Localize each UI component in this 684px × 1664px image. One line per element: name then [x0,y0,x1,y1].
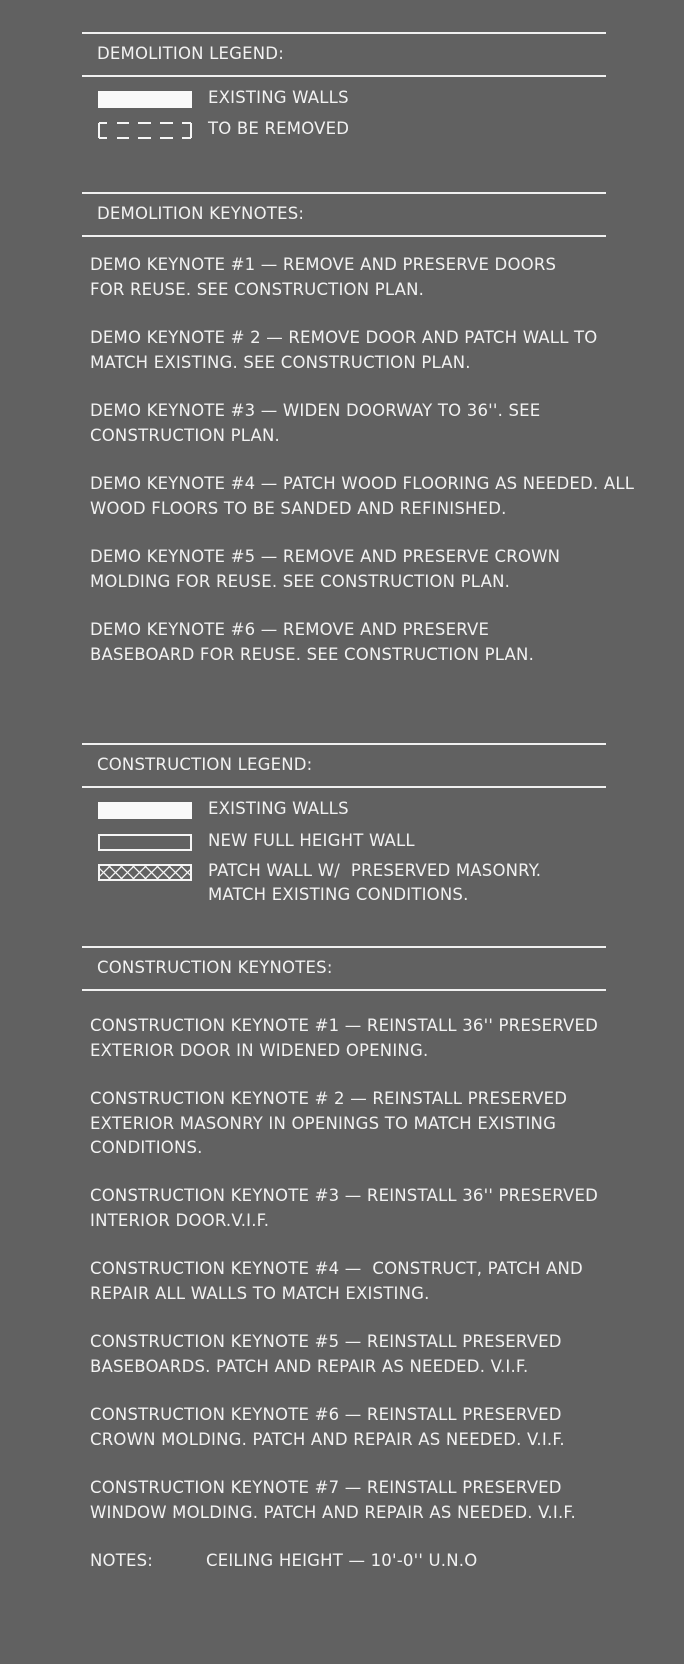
divider [82,989,606,991]
divider [82,32,606,34]
legend-label: TO BE REMOVED [208,119,350,138]
divider [82,192,606,194]
demo-keynote-1: DEMO KEYNOTE #1 — REMOVE AND PRESERVE DOORS FOR REUSE. SEE CONSTRUCTION PLAN. [90,255,557,299]
legend-label: NEW FULL HEIGHT WALL [208,831,415,850]
construction-keynote-7: CONSTRUCTION KEYNOTE #7 — REINSTALL PRESERVED WINDOW MOLDING. PATCH AND REPAIR AS NEEDED. V.I.F. [90,1478,576,1522]
demo-keynote-2: DEMO KEYNOTE # 2 — REMOVE DOOR AND PATCH WALL TO MATCH EXISTING. SEE CONSTRUCTION PLAN. [90,328,598,372]
divider [82,235,606,237]
general-notes [90,1549,477,1573]
demo-keynote-5: DEMO KEYNOTE #5 — REMOVE AND PRESERVE CROWN MOLDING FOR REUSE. SEE CONSTRUCTION PLAN. [90,547,561,591]
notes-label: NOTES: [90,1551,154,1570]
divider [82,946,606,948]
legend-label: EXISTING WALLS [208,88,349,107]
legend-label: PATCH WALL W/ PRESERVED MASONRY. MATCH EXISTING CONDITIONS. [208,861,542,904]
construction-keynote-3: CONSTRUCTION KEYNOTE #3 — REINSTALL 36'' PRESERVED INTERIOR DOOR.V.I.F. [90,1186,599,1230]
legend-item-existing-walls [98,89,349,109]
demo-keynote-6: DEMO KEYNOTE #6 — REMOVE AND PRESERVE BASEBOARD FOR REUSE. SEE CONSTRUCTION PLAN. [90,620,535,664]
outline-wall-swatch-icon [98,834,192,851]
divider [82,743,606,745]
legend-item-existing-walls [98,800,349,820]
construction-keynote-4: CONSTRUCTION KEYNOTE #4 — CONSTRUCT, PATCH AND REPAIR ALL WALLS TO MATCH EXISTING. [90,1259,583,1303]
construction-keynote-5: CONSTRUCTION KEYNOTE #5 — REINSTALL PRESERVED BASEBOARDS. PATCH AND REPAIR AS NEEDED. V.I.F. [90,1332,562,1376]
construction-keynote-2: CONSTRUCTION KEYNOTE # 2 — REINSTALL PRESERVED EXTERIOR MASONRY IN OPENINGS TO MATCH EXISTING CONDITIONS. [90,1089,568,1157]
ceiling-height-note: CEILING HEIGHT — 10'-0'' U.N.O [206,1551,478,1570]
legend-label: EXISTING WALLS [208,799,349,818]
construction-keynote-1: CONSTRUCTION KEYNOTE #1 — REINSTALL 36'' PRESERVED EXTERIOR DOOR IN WIDENED OPENING. [90,1016,599,1060]
demo-keynote-3: DEMO KEYNOTE #3 — WIDEN DOORWAY TO 36''. SEE CONSTRUCTION PLAN. [90,401,541,445]
legend-item-to-be-removed [98,120,349,140]
dashed-wall-swatch-icon [98,122,192,139]
demo-keynote-4: DEMO KEYNOTE #4 — PATCH WOOD FLOORING AS NEEDED. ALL WOOD FLOORS TO BE SANDED AND REFINISHED. [90,474,635,518]
construction-keynotes-title: CONSTRUCTION KEYNOTES: [97,958,333,977]
solid-wall-swatch-icon [98,802,192,819]
demolition-keynotes-title: DEMOLITION KEYNOTES: [97,204,305,223]
demolition-legend-title: DEMOLITION LEGEND: [97,44,284,63]
divider [82,786,606,788]
hatched-wall-swatch-icon [98,864,192,881]
solid-wall-swatch-icon [98,91,192,108]
construction-legend-title: CONSTRUCTION LEGEND: [97,755,313,774]
construction-keynote-6: CONSTRUCTION KEYNOTE #6 — REINSTALL PRESERVED CROWN MOLDING. PATCH AND REPAIR AS NEEDED. V.I.F. [90,1405,565,1449]
legend-item-patch-wall [98,862,541,912]
legend-item-new-full-height-wall [98,832,415,852]
divider [82,75,606,77]
